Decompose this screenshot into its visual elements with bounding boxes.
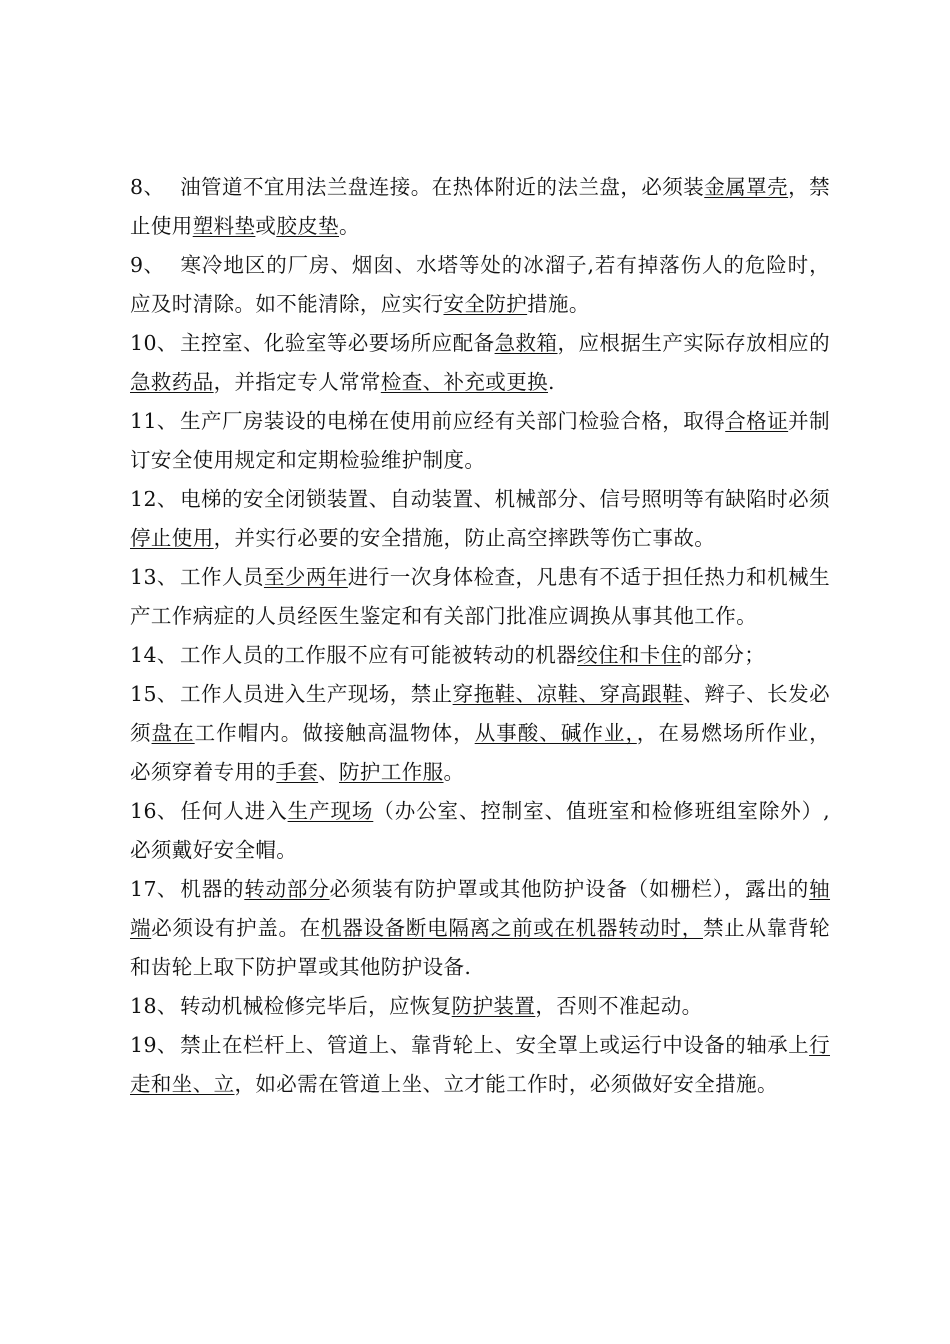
- rule-text: 。: [443, 760, 465, 784]
- rule-number: 11、: [130, 409, 178, 433]
- underlined-key-term: 防护工作服: [339, 760, 444, 784]
- rule-item: [130, 402, 830, 480]
- underlined-key-term: 生产现场: [287, 799, 374, 823]
- underlined-key-term: 手套: [276, 760, 319, 784]
- underlined-key-term: 绞住和卡住: [577, 643, 682, 667]
- rule-text: ，如必需在管道上坐、立才能工作时，必须做好安全措施。: [234, 1072, 778, 1096]
- underlined-key-term: 行走和坐、立: [130, 1033, 830, 1096]
- underlined-key-term: 防护装置: [451, 994, 536, 1018]
- rule-item: [130, 558, 830, 636]
- underlined-key-term: 轴端: [130, 877, 831, 940]
- rule-text: 工作人员: [180, 565, 264, 589]
- rule-item: [130, 675, 830, 792]
- rule-text: ，并实行必要的安全措施，防止高空摔跌等伤亡事故。: [213, 526, 716, 550]
- rule-text: 寒冷地区的厂房、烟囱、水塔等处的冰溜子,若有掉落伤人的危险时，应及时清除。如不能清除，应实行: [130, 253, 830, 316]
- rule-text: 。: [339, 214, 360, 238]
- rule-text: （办公室、控制室、值班室和检修班组室除外）,必须戴好安全帽。: [130, 799, 830, 862]
- rule-text: 转动机械检修完毕后，应恢复: [180, 994, 452, 1018]
- rule-text: 机器的: [180, 877, 245, 901]
- rule-text: ，应根据生产实际存放相应的: [557, 331, 831, 355]
- rule-text: ，在易燃场所作业，必须穿着专用的: [130, 721, 831, 784]
- rule-text: 工作帽内。做接触高温物体，: [194, 721, 475, 745]
- rule-text: 禁止在栏杆上、管道上、靠背轮上、安全罩上或运行中设备的轴承上: [180, 1033, 810, 1057]
- rule-text: 的部分；: [681, 643, 766, 667]
- rule-number: 13、: [130, 565, 178, 589]
- rule-text: ，禁止使用: [130, 175, 830, 238]
- rule-number: 14、: [130, 643, 178, 667]
- rule-text: 工作人员进入生产现场，禁止: [180, 682, 453, 706]
- rule-item: [130, 792, 830, 870]
- underlined-key-term: 金属罩壳: [704, 175, 789, 199]
- underlined-key-term: 合格证: [725, 409, 789, 433]
- rule-number: 9、: [130, 253, 165, 277]
- rule-item: [130, 168, 830, 246]
- rules-list: [130, 168, 830, 1104]
- rule-item: [130, 480, 830, 558]
- rule-text: 必须设有护盖。在: [151, 916, 322, 940]
- rule-text: 措施。: [527, 292, 590, 316]
- underlined-key-term: 安全防护: [443, 292, 528, 316]
- rule-text: 进行一次身体检查，凡患有不适于担任热力和机械生产工作病症的人员经医生鉴定和有关部门批准应调换从事其他工作。: [130, 565, 830, 628]
- rule-number: 10、: [130, 331, 178, 355]
- rule-item: [130, 1026, 830, 1104]
- underlined-key-term: 检查、补充或更换: [380, 370, 549, 394]
- rule-text: .: [548, 370, 555, 394]
- rule-number: 16、: [130, 799, 178, 823]
- rule-text: 工作人员的工作服不应有可能被转动的机器: [180, 643, 578, 667]
- rule-item: [130, 246, 830, 324]
- rule-number: 18、: [130, 994, 178, 1018]
- underlined-key-term: 盘在: [151, 721, 195, 745]
- underlined-key-term: 急救药品: [130, 370, 214, 394]
- underlined-key-term: 胶皮垫: [276, 214, 340, 238]
- underlined-key-term: 塑料垫: [192, 214, 256, 238]
- rule-text: 油管道不宜用法兰盘连接。在热体附近的法兰盘，必须装: [180, 175, 705, 199]
- rule-item: [130, 324, 830, 402]
- underlined-key-term: 穿拖鞋、凉鞋、穿高跟鞋: [452, 682, 684, 706]
- rule-text: ，并指定专人常常: [213, 370, 381, 394]
- rule-text: 并制订安全使用规定和定期检验维护制度。: [130, 409, 830, 472]
- rule-text: 或: [255, 214, 277, 238]
- rule-text: 任何人进入: [180, 799, 288, 823]
- rule-number: 8、: [130, 175, 165, 199]
- rule-text: 、: [318, 760, 340, 784]
- underlined-key-term: 转动部分: [244, 877, 330, 901]
- rule-number: 12、: [130, 487, 178, 511]
- rule-text: 电梯的安全闭锁装置、自动装置、机械部分、信号照明等有缺陷时必须: [180, 487, 830, 511]
- rule-text: ，否则不准起动。: [535, 994, 703, 1018]
- underlined-key-term: 急救箱: [494, 331, 558, 355]
- rule-text: 生产厂房装设的电梯在使用前应经有关部门检验合格，取得: [180, 409, 726, 433]
- rule-number: 15、: [130, 682, 178, 706]
- rule-text: 主控室、化验室等必要场所应配备: [180, 331, 495, 355]
- rule-item: [130, 987, 830, 1026]
- rule-item: [130, 870, 830, 987]
- underlined-key-term: 机器设备断电隔离之前或在机器转动时，: [321, 916, 703, 940]
- rule-number: 17、: [130, 877, 178, 901]
- rule-text: 必须装有防护罩或其他防护设备（如栅栏），露出的: [329, 877, 810, 901]
- rule-item: [130, 636, 830, 675]
- underlined-key-term: 至少两年: [263, 565, 348, 589]
- rule-number: 19、: [130, 1033, 178, 1057]
- rule-text: 、辫子、长发必须: [130, 682, 830, 745]
- underlined-key-term: 从事酸、碱作业，: [474, 721, 637, 745]
- underlined-key-term: 停止使用: [130, 526, 214, 550]
- rule-text: 禁止从靠背轮和齿轮上取下防护罩或其他防护设备.: [130, 916, 831, 979]
